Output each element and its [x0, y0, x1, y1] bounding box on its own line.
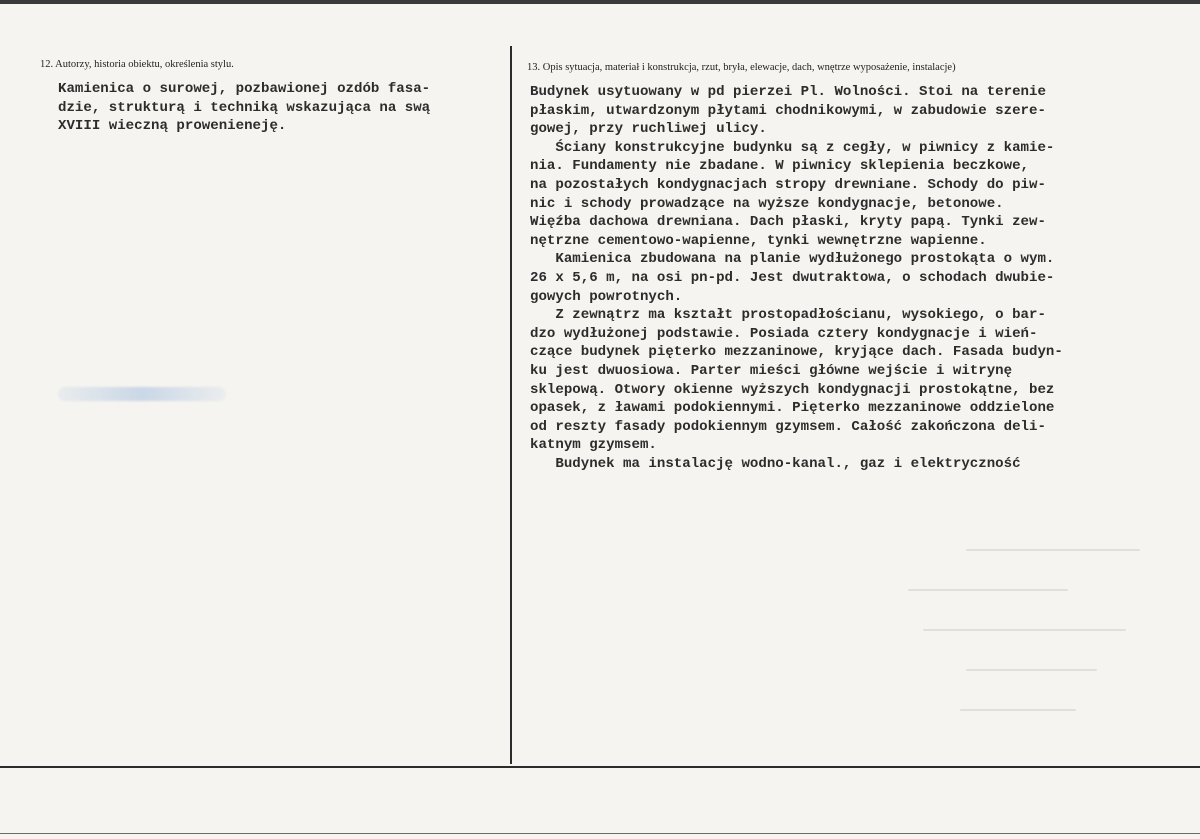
bottom-rule: [0, 766, 1200, 768]
section-12-label: 12. Autorzy, historia obiektu, określenia stylu.: [40, 59, 234, 70]
ink-smudge: [58, 387, 226, 401]
faint-bleed-through: [850, 549, 1140, 759]
section-13-label: 13. Opis sytuacja, materiał i konstrukcja, rzut, bryła, elewacje, dach, wnętrze wyposażenie, instalacje): [527, 62, 956, 73]
document-page: [0, 4, 1200, 839]
section-12-typed-text: Kamienica o surowej, pozbawionej ozdób fasa- dzie, strukturą i techniką wskazująca na swą XVIII wieczną prowenieneję.: [58, 81, 431, 135]
bottom-edge-rule: [0, 833, 1200, 834]
section-13-typed-text: Budynek usytuowany w pd pierzei Pl. Wolności. Stoi na terenie płaskim, utwardzonym płytami chodnikowymi, w zabudowie szere- gowej, przy ruchliwej ulicy. Ściany konstrukcyjne budynku są z cegły, w piwnicy z kamie- nia. Fundamenty nie zbadane. W piwnicy sklepienia beczkowe, na pozostałych kondygnacjach stropy drewniane. Schody do piw- nic i schody prowadzące na wyższe kondygnacje, betonowe. Więźba dachowa drewniana. Dach płaski, kryty papą. Tynki zew- nętrzne cementowo-wapienne, tynki wewnętrzne wapienne. Kamienica zbudowana na planie wydłużonego prostokąta o wym. 26 x 5,6 m, na osi pn-pd. Jest dwutraktowa, o schodach dwubie- gowych powrotnych. Z zewnątrz ma kształt prostopadłościanu, wysokiego, o bar- dzo wydłużonej podstawie. Posiada cztery kondygnacje i wień- czące budynek pięterko mezzaninowe, kryjące dach. Fasada budyn- ku jest dwuosiowa. Parter mieści główne wejście i witrynę sklepową. Otwory okienne wyższych kondygnacji prostokątne, bez opasek, z ławami podokiennymi. Pięterko mezzaninowe oddzielone od reszty fasady podokiennym gzymsem. Całość zakończona deli- katnym gzymsem. Budynek ma instalację wodno-kanal., gaz i elektryczność: [530, 84, 1063, 472]
column-divider: [510, 46, 512, 764]
